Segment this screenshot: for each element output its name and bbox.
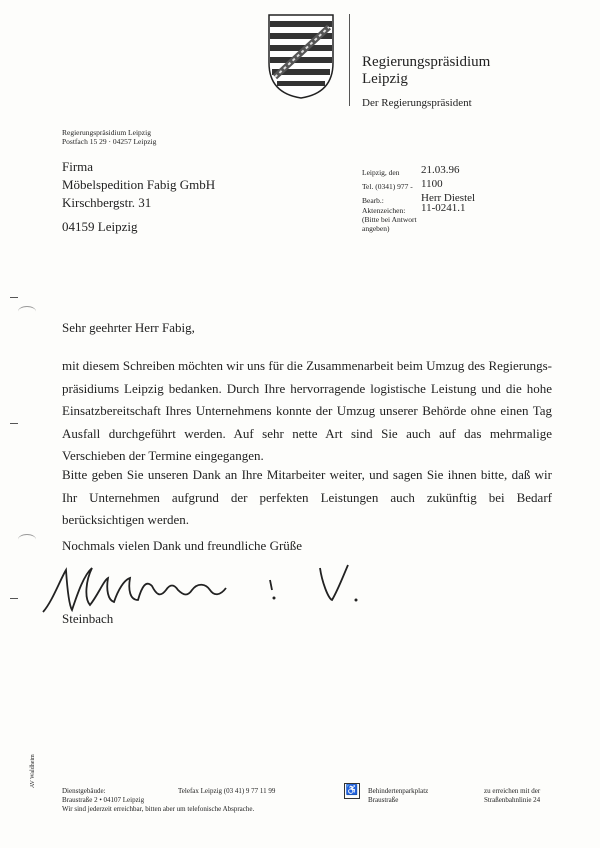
recipient-line-1: Firma [62, 159, 94, 174]
tel-value: 1100 [421, 178, 443, 190]
header-divider [349, 14, 350, 106]
footer-building-address: Braustraße 2 • 04107 Leipzig [62, 796, 145, 804]
footer-tram-2: Straßenbahnlinie 24 [484, 796, 541, 804]
agency-name-line2: Leipzig [362, 71, 408, 87]
bearb-value: Herr Diestel [421, 192, 476, 204]
punch-hole-mark [18, 534, 36, 545]
agency-title: Der Regierungspräsident [362, 97, 472, 109]
punch-hole-mark [18, 306, 36, 317]
footer-building-label: Dienstgebäude: [62, 787, 106, 795]
footer-parking-2: Braustraße [368, 796, 399, 804]
footer-tram-1: zu erreichen mit der [484, 787, 541, 795]
footer-vertical-text: AV Waldheim [30, 754, 36, 788]
signatory-name: Steinbach [62, 611, 114, 626]
recipient-line-3: Kirschbergstr. 31 [62, 195, 152, 210]
bearb-label: Bearb.: [362, 196, 384, 205]
date-value: 21.03.96 [421, 164, 460, 176]
coat-of-arms-icon [267, 13, 335, 99]
footer-parking-1: Behindertenparkplatz [368, 787, 429, 795]
az-label: Aktenzeichen: [362, 206, 406, 215]
tel-label: Tel. (0341) 977 - [362, 182, 413, 191]
az-value: 11-0241.1 [421, 202, 466, 214]
fold-mark [10, 297, 18, 298]
footer-reachability: Wir sind jederzeit erreichbar, bitten aber um telefonische Absprache. [62, 805, 255, 813]
closing: Nochmals vielen Dank und freundliche Grüße [62, 538, 303, 553]
sender-line-1: Regierungspräsidium Leipzig [62, 128, 151, 137]
az-note-1: (Bitte bei Antwort [362, 215, 417, 224]
wheelchair-icon: ♿ [344, 783, 360, 799]
recipient-line-4: 04159 Leipzig [62, 219, 138, 234]
az-note-2: angeben) [362, 224, 390, 233]
agency-name-line1: Regierungspräsidium [362, 54, 491, 70]
date-label: Leipzig, den [362, 168, 400, 177]
sender-line-2: Postfach 15 29 · 04257 Leipzig [62, 137, 157, 146]
footer-fax: Telefax Leipzig (03 41) 9 77 11 99 [178, 787, 276, 795]
fold-mark [10, 423, 18, 424]
salutation: Sehr geehrter Herr Fabig, [62, 320, 195, 335]
paragraph-2: Bitte geben Sie unseren Dank an Ihre Mitarbeiter weiter, und sagen Sie ihnen bitte, daß wir Ihr Unternehmen aufgrund der perfekten Leistungen auch zukünftig bei Bedarf berücksichtigen werden. [62, 467, 552, 527]
recipient-line-2: Möbelspedition Fabig GmbH [62, 177, 216, 192]
fold-mark [10, 598, 18, 599]
paragraph-1: mit diesem Schreiben möchten wir uns für die Zusammenarbeit beim Umzug des Regierungs-präsidiums Leipzig bedanken. Durch Ihre hervorragende logistische Leistung und die hohe Einsatzbereitschaft Ihres Unternehmens konnte der Umzug unserer Behörde ohne einen Tag Ausfall durchgeführt werden. Auf sehr nette Art sind Sie auch auf das mehrmalige Verschieben der Termine eingegangen. [62, 358, 552, 463]
